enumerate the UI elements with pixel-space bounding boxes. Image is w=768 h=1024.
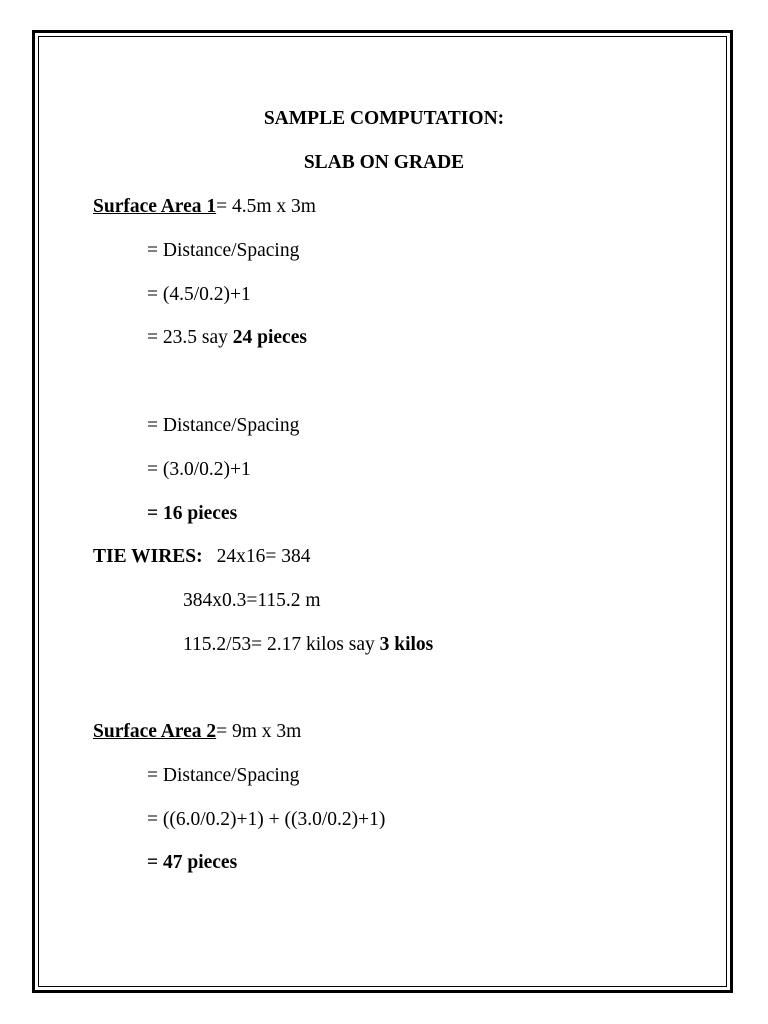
document-subtitle: SLAB ON GRADE xyxy=(303,152,465,173)
tie-wires-heading xyxy=(93,545,311,569)
area2-step-distance-spacing: = Distance/Spacing xyxy=(147,765,300,786)
tie-wires-calc-weight xyxy=(183,633,433,657)
tie-wires-weight-result: 3 kilos xyxy=(379,634,434,655)
area1-step-formula-short: = (3.0/0.2)+1 xyxy=(147,459,251,480)
area1-step-result-short: = 16 pieces xyxy=(147,503,238,524)
tie-wires-calc-count: 24x16= 384 xyxy=(216,546,311,567)
area1-step-result-long xyxy=(147,326,307,350)
area2-heading xyxy=(93,720,301,744)
area1-result-long-prefix: = 23.5 say xyxy=(147,327,233,348)
area1-label: Surface Area 1 xyxy=(93,196,217,217)
area1-step-formula-long: = (4.5/0.2)+1 xyxy=(147,284,251,305)
area2-label: Surface Area 2 xyxy=(93,721,217,742)
area1-result-long-value: 24 pieces xyxy=(232,327,307,348)
area1-step-distance-spacing-2: = Distance/Spacing xyxy=(147,415,300,436)
tie-wires-label: TIE WIRES: xyxy=(93,546,203,567)
page-border-inner xyxy=(38,36,727,987)
area2-dimensions: = 9m x 3m xyxy=(216,721,302,742)
tie-wires-calc-length: 384x0.3=115.2 m xyxy=(183,590,321,611)
area1-dimensions: = 4.5m x 3m xyxy=(216,196,316,217)
area1-heading xyxy=(93,195,316,219)
document-title: SAMPLE COMPUTATION: xyxy=(263,108,505,129)
area1-step-distance-spacing: = Distance/Spacing xyxy=(147,240,300,261)
area2-step-formula: = ((6.0/0.2)+1) + ((3.0/0.2)+1) xyxy=(147,809,386,830)
tie-wires-weight-prefix: 115.2/53= 2.17 kilos say xyxy=(183,634,380,655)
area2-step-result: = 47 pieces xyxy=(147,852,238,873)
